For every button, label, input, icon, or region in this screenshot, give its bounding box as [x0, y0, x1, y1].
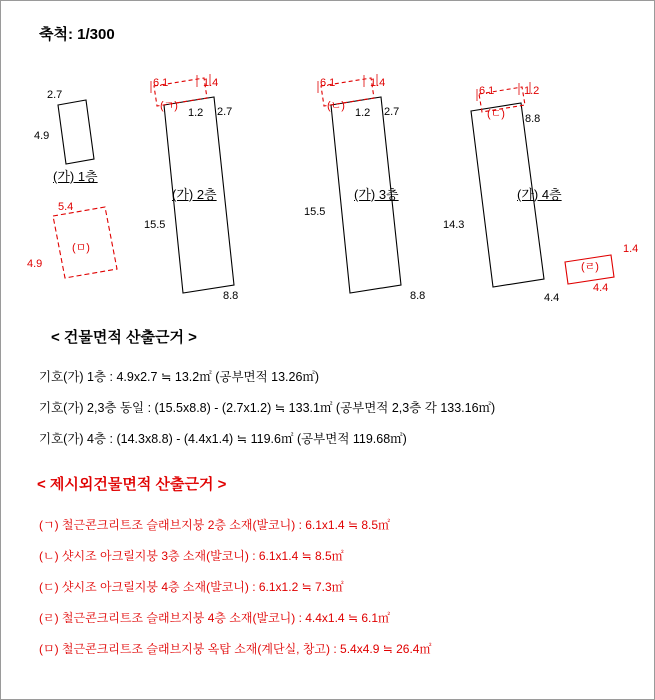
dim-balconym-width: 5.4 [58, 201, 74, 213]
extra-area-line-3: (ㄷ) 샷시조 아크릴지붕 4층 소재(발코니) : 6.1x1.2 ≒ 7.3㎡ [39, 580, 344, 594]
dim-ga4f-balcony-width: 6.1 [479, 85, 495, 97]
dim-ga2f-height: 15.5 [144, 219, 166, 231]
shape-ga-1f [58, 100, 94, 164]
dim-ga1f-height: 4.9 [34, 130, 50, 142]
dim-ga2f-notch-w: 1.2 [188, 107, 204, 119]
dim-ga3f-height: 15.5 [304, 206, 326, 218]
dim-ga2f-notch-h: 2.7 [217, 106, 233, 118]
dim-ga3f-width: 8.8 [410, 290, 426, 302]
dim-balconyr-depth: 1.4 [623, 243, 639, 255]
label-balcony-g: (ㄱ) [160, 100, 178, 112]
extra-area-line-2: (ㄴ) 샷시조 아크릴지붕 3층 소재(발코니) : 6.1x1.4 ≒ 8.5㎡ [39, 549, 344, 563]
label-ga-1f: (가) 1층 [53, 169, 98, 184]
building-area-line-1: 기호(가) 1층 : 4.9x2.7 ≒ 13.2㎡ (공부면적 13.26㎡) [39, 370, 320, 384]
dim-ga3f-notch-h: 2.7 [384, 106, 400, 118]
label-balcony-n: (ㄴ) [327, 100, 345, 112]
label-balcony-r: (ㄹ) [581, 261, 599, 273]
dim-ga4f-height: 14.3 [443, 219, 465, 231]
extra-area-line-4: (ㄹ) 철근콘크리트조 슬래브지붕 4층 소재(발코니) : 4.4x1.4 ≒ 6.1㎡ [39, 611, 391, 625]
building-area-line-3: 기호(가) 4층 : (14.3x8.8) - (4.4x1.4) ≒ 119.6㎡ (공부면적 119.68㎡) [39, 432, 407, 446]
extra-area-line-5: (ㅁ) 철근콘크리트조 슬래브지붕 옥탑 소재(계단실, 창고) : 5.4x4.9 ≒ 26.4㎡ [39, 642, 432, 656]
label-ga-2f: (가) 2층 [172, 187, 217, 202]
dim-ga4f-width-bottom: 4.4 [544, 292, 560, 304]
dim-ga4f-width-top: 8.8 [525, 113, 541, 125]
building-area-heading: < 건물면적 산출근거 > [51, 329, 197, 346]
dim-ga3f-balcony-width: 6.1 [320, 77, 336, 89]
dim-balconyr-width: 4.4 [593, 282, 609, 294]
label-ga-3f: (가) 3층 [354, 187, 399, 202]
label-balcony-m: (ㅁ) [72, 242, 90, 254]
dim-ga4f-balcony-depth: 1.2 [524, 85, 540, 97]
scale-title: 축척: 1/300 [39, 26, 115, 43]
dim-ga2f-balcony-depth: 1.4 [203, 77, 219, 89]
dim-ga2f-width: 8.8 [223, 290, 239, 302]
dim-balconym-height: 4.9 [27, 258, 43, 270]
building-area-line-2: 기호(가) 2,3층 동일 : (15.5x8.8) - (2.7x1.2) ≒ 133.1㎡ (공부면적 2,3층 각 133.16㎡) [39, 401, 496, 415]
label-ga-4f: (가) 4층 [517, 187, 562, 202]
dim-ga2f-balcony-width: 6.1 [153, 77, 169, 89]
label-balcony-d: (ㄷ) [487, 108, 505, 120]
dim-ga3f-notch-w: 1.2 [355, 107, 371, 119]
dim-ga1f-width: 2.7 [47, 89, 63, 101]
extra-area-line-1: (ㄱ) 철근콘크리트조 슬래브지붕 2층 소재(발코니) : 6.1x1.4 ≒ 8.5㎡ [39, 518, 391, 532]
dim-ga3f-balcony-depth: 1.4 [370, 77, 386, 89]
extra-area-heading: < 제시외건물면적 산출근거 > [37, 476, 227, 493]
